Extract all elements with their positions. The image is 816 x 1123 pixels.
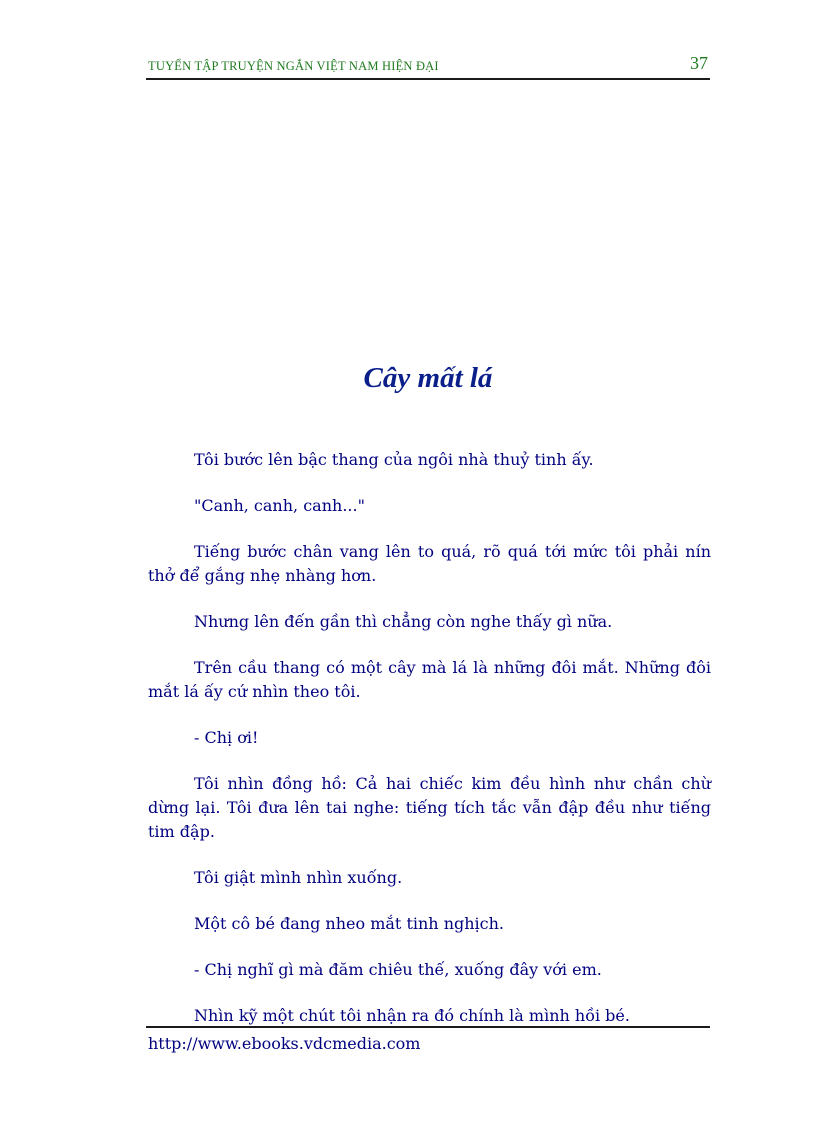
footer-url-link[interactable]: http://www.ebooks.vdcmedia.com (148, 1034, 421, 1053)
paragraph: "Canh, canh, canh..." (194, 496, 365, 515)
paragraph: Tiếng bước chân vang lên to quá, rõ quá tới mức tôi phải nín thở để gắng nhẹ nhàng hơn. (148, 542, 711, 585)
paragraph: Một cô bé đang nheo mắt tinh nghịch. (194, 914, 505, 933)
paragraph: Tôi bước lên bậc thang của ngôi nhà thuỷ tinh ấy. (194, 450, 594, 469)
paragraph: Nhưng lên đến gần thì chẳng còn nghe thấy gì nữa. (194, 612, 613, 631)
story-body (148, 448, 711, 1050)
page-number: 37 (690, 53, 708, 73)
running-header (146, 50, 710, 80)
paragraph: Tôi giật mình nhìn xuống. (194, 868, 403, 887)
header-title: TUYỂN TẬP TRUYỆN NGẮN VIỆT NAM HIỆN ĐẠI (148, 59, 439, 73)
paragraph: Nhìn kỹ một chút tôi nhận ra đó chính là mình hồi bé. (194, 1006, 630, 1025)
story-title: Cây mất lá (363, 362, 493, 394)
footer-rule (146, 1026, 710, 1028)
paragraph: - Chị nghĩ gì mà đăm chiêu thế, xuống đây với em. (194, 960, 602, 979)
paragraph: - Chị ơi! (194, 728, 259, 747)
paragraph: Trên cầu thang có một cây mà lá là những đôi mắt. Những đôi mắt lá ấy cứ nhìn theo tôi. (148, 658, 711, 701)
paragraph: Tôi nhìn đồng hồ: Cả hai chiếc kim đều hình như chần chừ dừng lại. Tôi đưa lên tai nghe: tiếng tích tắc vẫn đập đều như tiếng tim đập. (148, 774, 711, 841)
